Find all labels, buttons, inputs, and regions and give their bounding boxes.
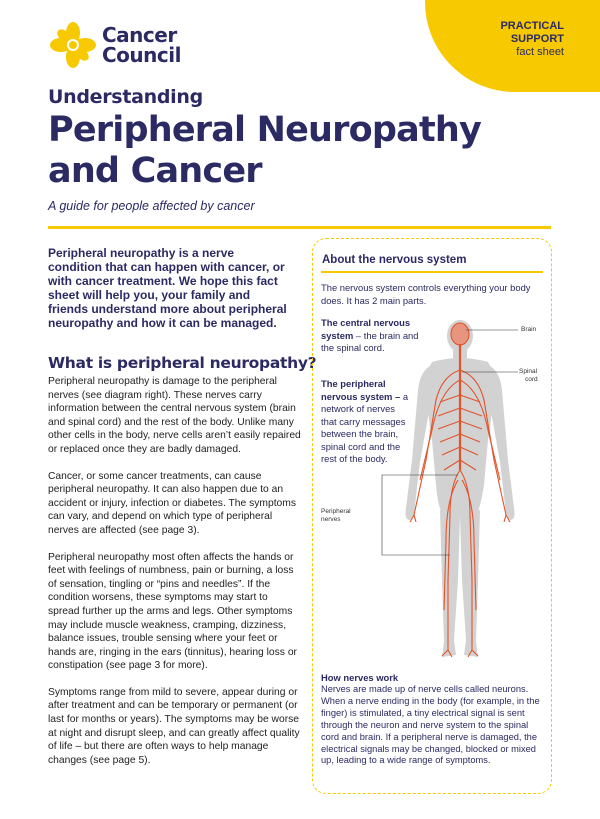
how-nerves-work-text: Nerves are made up of nerve cells called neurons. When a nerve ending in the body (for example, in the finger) is stimulated, a tiny electrical signal is sent through the neuron and nerve system to the spinal cord and brain. If a peripheral nerve is damaged, the electrical signals may be changed, blocked or mixed up, leading to a wide range of symptoms.	[321, 684, 540, 766]
brain-label: Brain	[521, 326, 537, 333]
body-paragraph: Peripheral neuropathy most often affects the hands or feet with feelings of numbness, pain or burning, a loss of sensation, tingling or “pins and needles”. If the condition worsens, these symptoms may start to spread further up the arms and legs. Other symptoms may include muscle weakness, cramping, dizziness, balance issues, trouble sensing where your feet or hands are, ringing in the ears (tinnitus), hearing loss or constipation (see page 3 for more).	[48, 551, 297, 672]
peripheral-nerves-label-line2: nerves	[321, 516, 341, 523]
badge-line3: fact sheet	[516, 46, 564, 58]
intro-paragraph: Peripheral neuropathy is a nerve condition that can happen with cancer, or with cancer treatment. We hope this fact sheet will help you, your family and friends understand more about peripheral neuropathy and how it can be managed.	[48, 246, 287, 330]
panel-intro: The nervous system controls everything your body does. It has 2 main parts.	[321, 282, 531, 306]
how-nerves-work-heading: How nerves work	[321, 672, 399, 683]
daffodil-icon	[48, 20, 98, 70]
cancer-council-logo	[48, 20, 181, 70]
badge-line1: PRACTICAL	[500, 20, 564, 32]
logo-line2: Council	[102, 43, 181, 67]
panel-title: About the nervous system	[322, 254, 467, 266]
body-paragraph: Symptoms range from mild to severe, appear during or after treatment and can be temporary or permanent (or last for months or years). The symptoms may be worse at night and disrupt sleep, and can greatly affect quality of life – but there are often ways to help manage changes (see page 5).	[48, 686, 300, 766]
body-paragraph: Cancer, or some cancer treatments, can cause peripheral neuropathy. It can also happen due to an accident or injury, infection or diabetes. The symptoms can vary, and depend on which type of peripheral nerves are affected (see page 3).	[48, 470, 297, 536]
badge-line2: SUPPORT	[510, 33, 564, 45]
cns-term: The central nervous system	[321, 317, 411, 341]
logo-line1: Cancer	[102, 23, 177, 47]
header-divider	[48, 226, 551, 229]
nervous-system-diagram	[380, 310, 555, 665]
section-body	[48, 375, 302, 780]
section-heading: What is peripheral neuropathy?	[48, 354, 317, 372]
badge-text	[500, 20, 564, 59]
page-kicker: Understanding	[48, 86, 203, 108]
pns-definition: a network of nerves that carry messages between the brain, spinal cord and the rest of the body.	[321, 390, 409, 464]
spinal-cord-label-line2: cord	[525, 376, 538, 383]
panel-divider	[321, 271, 543, 273]
page-title: Peripheral Neuropathy and Cancer	[48, 110, 482, 191]
pns-term: The peripheral nervous system –	[321, 378, 401, 402]
spinal-cord-label-line1: Spinal	[519, 368, 538, 375]
body-paragraph: Peripheral neuropathy is damage to the peripheral nerves (see diagram right). These nerves carry information between the central nervous system (brain and spinal cord) and the rest of the body. Unlike many other cells in the body, nerve cells aren’t easily repaired or replaced once they are badly damaged.	[48, 376, 301, 455]
peripheral-nerves-label-line1: Peripheral	[321, 508, 351, 515]
page-subtitle: A guide for people affected by cancer	[48, 199, 255, 213]
cns-definition: – the brain and the spinal cord.	[321, 329, 419, 353]
